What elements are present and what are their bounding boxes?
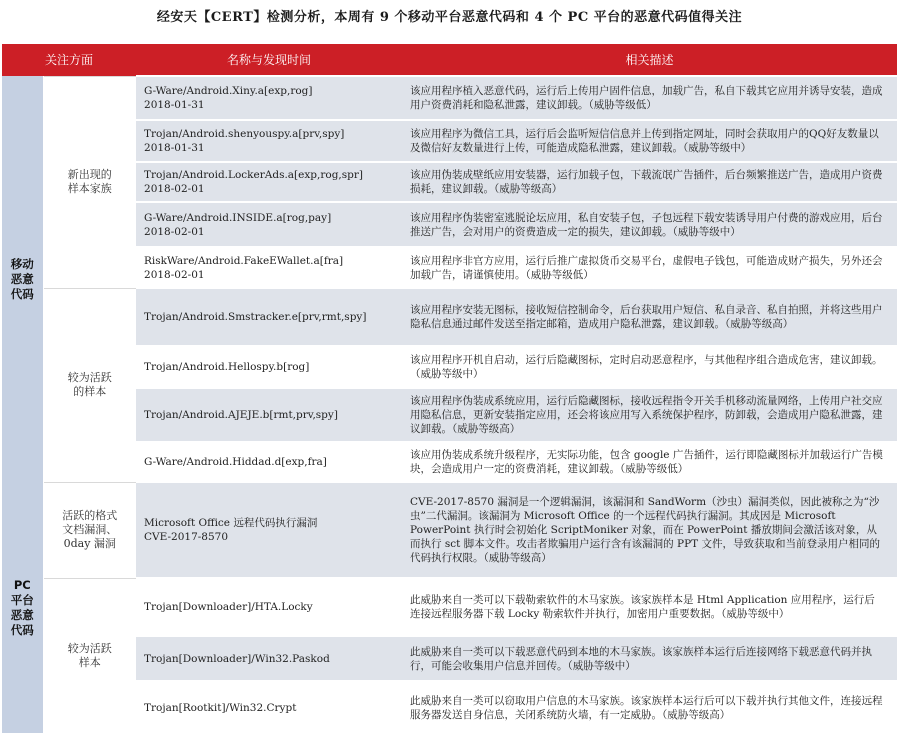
table-row xyxy=(2,442,897,482)
sample-description: 该应用伪装成系统升级程序，无实际功能，包含 google 广告插件，运行即隐藏图标并加载运行广告模块，会造成用户一定的资费消耗，建议卸载。（威胁等级低） xyxy=(402,442,897,482)
sample-name: G-Ware/Android.Hiddad.d[exp,fra] xyxy=(136,442,402,482)
table-row xyxy=(2,247,897,288)
sample-name: RiskWare/Android.FakeEWallet.a[fra] 2018-02-01 xyxy=(136,247,402,288)
page-title: 经安天【CERT】检测分析，本周有 9 个移动平台恶意代码和 4 个 PC 平台的恶意代码值得关注 xyxy=(156,10,743,25)
table-row xyxy=(2,162,897,202)
sample-name: Trojan/Android.Hellospy.b[rog] xyxy=(136,346,402,388)
sample-description: 该应用伪装成壁纸应用安装器，运行加载子包，下载流氓广告插件，后台频繁推送广告，造成用户资费损耗，建议卸载。（威胁等级高） xyxy=(402,162,897,202)
sample-name: Trojan[Rootkit]/Win32.Crypt xyxy=(136,681,402,733)
sample-description: 该应用程序安装无图标，接收短信控制命令，后台获取用户短信、私自录音、私自拍照，并将这些用户隐私信息通过邮件发送至指定邮箱，造成用户隐私泄露，建议卸载。（威胁等级高） xyxy=(402,288,897,346)
category-mobile: 移动 恶意 代码 xyxy=(2,76,43,482)
sample-description: 该应用程序开机自启动，运行后隐藏图标，定时启动恶意程序，与其他程序组合造成危害，建议卸载。（威胁等级中） xyxy=(402,346,897,388)
table-header-row xyxy=(2,44,897,76)
sample-description: 此威胁来自一类可以窃取用户信息的木马家族。该家族样本运行后可以下载并执行其他文件，连接远程服务器发送自身信息，关闭系统防火墙，有一定威胁。（威胁等级高） xyxy=(402,681,897,733)
header-focus: 关注方面 xyxy=(2,44,136,76)
sample-name: Microsoft Office 远程代码执行漏洞 CVE-2017-8570 xyxy=(136,482,402,578)
table-row xyxy=(2,346,897,388)
table-row xyxy=(2,76,897,120)
sample-description: 该应用程序非官方应用，运行后推广虚拟货币交易平台，虚假电子钱包，可能造成财产损失，另外还会加载广告，请谨慎使用。（威胁等级低） xyxy=(402,247,897,288)
table-row xyxy=(2,388,897,442)
subcategory-new-family: 新出现的 样本家族 xyxy=(43,76,136,288)
table-row xyxy=(2,202,897,247)
sample-name: Trojan/Android.shenyouspy.a[prv,spy] 2018-01-31 xyxy=(136,120,402,162)
table-row xyxy=(2,636,897,681)
table-row xyxy=(2,578,897,636)
sample-description: 此威胁来自一类可以下载恶意代码到本地的木马家族。该家族样本运行后连接网络下载恶意代码并执行，可能会收集用户信息并回传。（威胁等级中） xyxy=(402,636,897,681)
sample-name: Trojan/Android.Smstracker.e[prv,rmt,spy] xyxy=(136,288,402,346)
category-pc: PC 平台 恶意 代码 xyxy=(2,482,43,733)
subcategory-active-mobile: 较为活跃 的样本 xyxy=(43,288,136,482)
sample-description: 该应用程序伪装密室逃脱论坛应用，私自安装子包，子包远程下载安装诱导用户付费的游戏应用，后台推送广告，会对用户的资费造成一定的损失，建议卸载。（威胁等级中） xyxy=(402,202,897,247)
sample-name: Trojan/Android.AJEJE.b[rmt,prv,spy] xyxy=(136,388,402,442)
header-name-time: 名称与发现时间 xyxy=(136,44,402,76)
threat-table xyxy=(2,44,897,733)
sample-description: 此威胁来自一类可以下载勒索软件的木马家族。该家族样本是 Html Application 应用程序，运行后连接远程服务器下载 Locky 勒索软件并执行，加密用户重要数据。（威胁等级中） xyxy=(402,578,897,636)
sample-name: Trojan[Downloader]/Win32.Paskod xyxy=(136,636,402,681)
sample-name: Trojan[Downloader]/HTA.Locky xyxy=(136,578,402,636)
sample-name: Trojan/Android.LockerAds.a[exp,rog,spr] 2018-02-01 xyxy=(136,162,402,202)
table-row xyxy=(2,681,897,733)
subcategory-format-vuln: 活跃的格式 文档漏洞、 0day 漏洞 xyxy=(43,482,136,578)
sample-description: 该应用程序植入恶意代码，运行后上传用户固件信息，加载广告，私自下载其它应用并诱导安装，造成用户资费消耗和隐私泄露，建议卸载。（威胁等级低） xyxy=(402,76,897,120)
sample-description: 该应用程序为微信工具，运行后会监听短信信息并上传到指定网址，同时会获取用户的QQ好友数量以及微信好友数量进行上传，可能造成隐私泄露，建议卸载。（威胁等级中） xyxy=(402,120,897,162)
subcategory-active-pc: 较为活跃 样本 xyxy=(43,578,136,733)
table-row xyxy=(2,482,897,578)
sample-name: G-Ware/Android.Xiny.a[exp,rog] 2018-01-31 xyxy=(136,76,402,120)
sample-name: G-Ware/Android.INSIDE.a[rog,pay] 2018-02-01 xyxy=(136,202,402,247)
sample-description: CVE-2017-8570 漏洞是一个逻辑漏洞，该漏洞和 SandWorm（沙虫）漏洞类似，因此被称之为“沙虫”二代漏洞。该漏洞为 Microsoft Office 的一个远程代码执行漏洞。其成因是 Microsoft PowerPoint 执行时会初始化 ScriptMoniker 对象，而在 PowerPoint 播放期间会激活该对象，从而执行 sct 脚本文件。攻击者欺骗用户运行含有该漏洞的 PPT 文件，导致获取和当前登录用户相同的代码执行权限。（威胁等级高） xyxy=(402,482,897,578)
table-row xyxy=(2,120,897,162)
sample-description: 该应用程序伪装成系统应用，运行后隐藏图标，接收远程指令开关手机移动流量网络，上传用户社交应用隐私信息，更新安装指定应用，还会将该应用写入系统保护程序，防卸载，会造成用户隐私泄露，建议卸载。（威胁等级高） xyxy=(402,388,897,442)
header-description: 相关描述 xyxy=(402,44,897,76)
table-row xyxy=(2,288,897,346)
